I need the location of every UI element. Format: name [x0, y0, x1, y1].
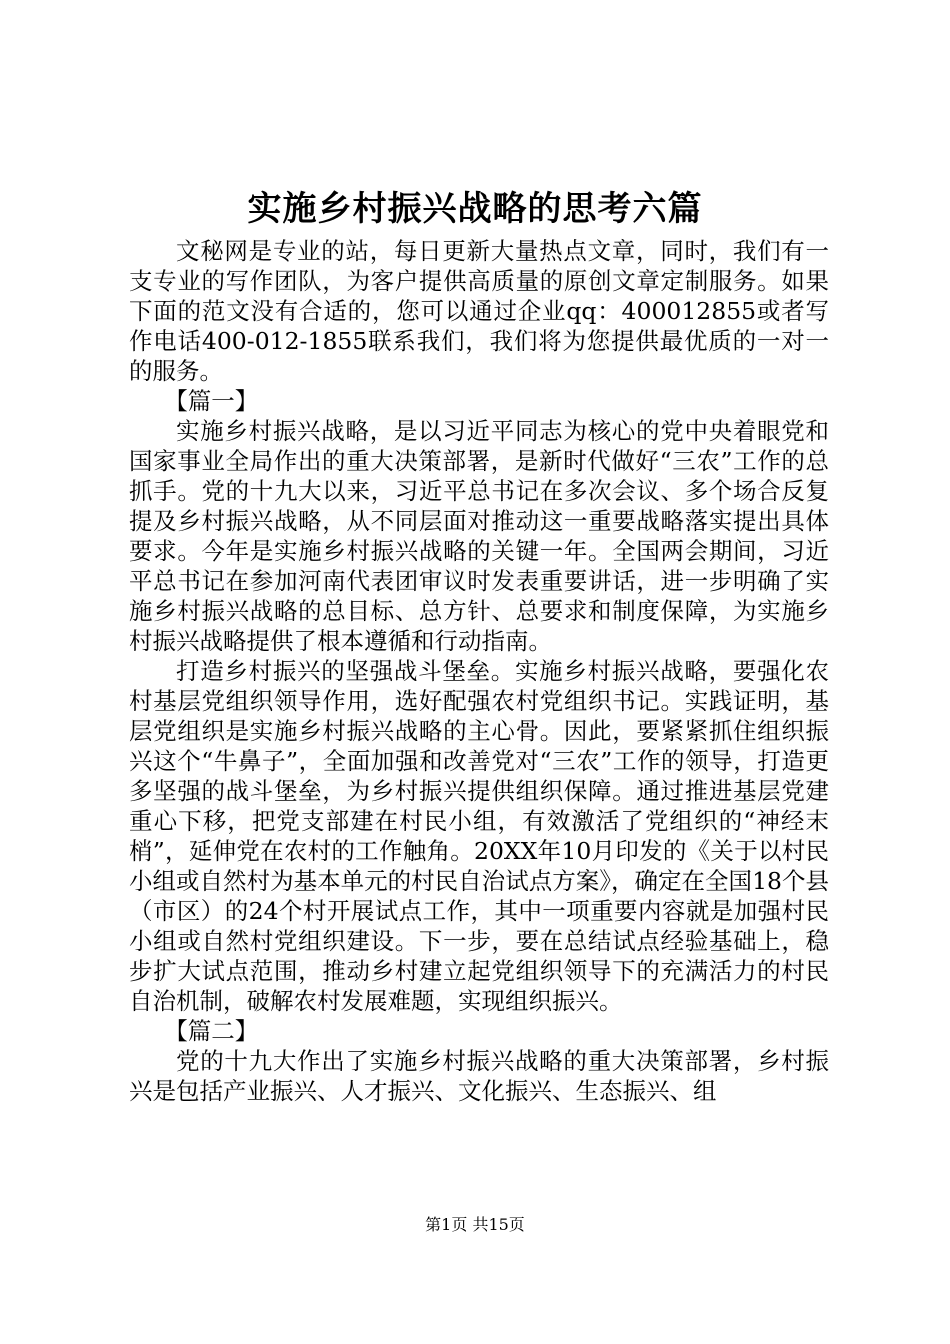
document-title: 实施乡村振兴战略的思考六篇 — [247, 189, 703, 229]
section-heading-1: 【篇一】 — [164, 387, 259, 415]
section1-paragraph-2: 打造乡村振兴的坚强战斗堡垒。实施乡村振兴战略，要强化农村基层党组织领导作用，选好配强农村党组织书记。实践证明，基层党组织是实施乡村振兴战略的主心骨。因此，要紧紧抓住组织振兴这个“牛鼻子”，全面加强和改善党对“三农”工作的领导，打造更多坚强的战斗堡垒，为乡村振兴提供组织保障。通过推进基层党建重心下移，把党支部建在村民小组，有效激活了党组织的“神经末梢”，延伸党在农村的工作触角。20XX年10月印发的《关于以村民小组或自然村为基本单元的村民自治试点方案》，确定在全国18个县（市区）的24个村开展试点工作，其中一项重要内容就是加强村民小组或自然村党组织建设。下一步，要在总结试点经验基础上，稳步扩大试点范围，推动乡村建立起党组织领导下的充满活力的村民自治机制，破解农村发展难题，实现组织振兴。 — [129, 657, 829, 1015]
section-heading-2: 【篇二】 — [164, 1017, 259, 1045]
section1-paragraph-1: 实施乡村振兴战略，是以习近平同志为核心的党中央着眼党和国家事业全局作出的重大决策部署，是新时代做好“三农”工作的总抓手。党的十九大以来，习近平总书记在多次会议、多个场合反复提及乡村振兴战略，从不同层面对推动这一重要战略落实提出具体要求。今年是实施乡村振兴战略的关键一年。全国两会期间，习近平总书记在参加河南代表团审议时发表重要讲话，进一步明确了实施乡村振兴战略的总目标、总方针、总要求和制度保障，为实施乡村振兴战略提供了根本遵循和行动指南。 — [129, 417, 829, 655]
intro-paragraph: 文秘网是专业的站，每日更新大量热点文章，同时，我们有一支专业的写作团队，为客户提供高质量的原创文章定制服务。如果下面的范文没有合适的，您可以通过企业qq：400012855或者写作电话400-012-1855联系我们，我们将为您提供最优质的一对一的服务。 — [129, 237, 829, 385]
document-body — [129, 236, 829, 1106]
page-footer: 第1页 共15页 — [425, 1215, 525, 1234]
section2-paragraph-1: 党的十九大作出了实施乡村振兴战略的重大决策部署，乡村振兴是包括产业振兴、人才振兴、文化振兴、生态振兴、组 — [129, 1047, 829, 1105]
